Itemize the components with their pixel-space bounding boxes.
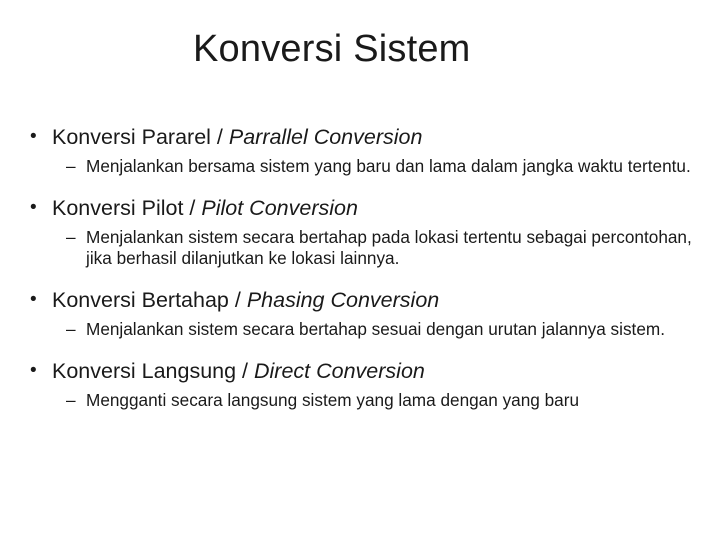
sub-bullet [30, 227, 716, 269]
slide-title: Konversi Sistem [193, 28, 471, 70]
list-item [30, 118, 710, 177]
dash-icon: – [66, 319, 76, 339]
list-item [30, 352, 710, 411]
sub-bullet [30, 156, 716, 177]
dash-icon: – [66, 156, 76, 176]
dash-icon: – [66, 390, 76, 410]
dash-icon: – [66, 227, 76, 247]
bullet-icon: • [30, 126, 37, 147]
bullet-heading [30, 281, 710, 319]
sub-bullet [30, 390, 716, 411]
list-item [30, 189, 710, 269]
bullet-icon: • [30, 289, 37, 310]
list-item [30, 281, 710, 340]
bullet-label-english: Phasing Conversion [246, 288, 440, 312]
bullet-icon: • [30, 360, 37, 381]
bullet-label: Konversi Pilot / [52, 196, 202, 220]
bullet-list [30, 118, 710, 423]
bullet-heading [30, 118, 710, 156]
bullet-label-english: Direct Conversion [254, 359, 425, 383]
sub-bullet [30, 319, 716, 340]
sub-bullet-text: Menjalankan bersama sistem yang baru dan lama dalam jangka waktu tertentu. [86, 156, 691, 176]
bullet-label: Konversi Bertahap / [52, 288, 247, 312]
sub-bullet-text: Menjalankan sistem secara bertahap sesuai dengan urutan jalannya sistem. [86, 319, 665, 339]
sub-bullet-text: Mengganti secara langsung sistem yang lama dengan yang baru [86, 390, 580, 410]
bullet-label: Konversi Pararel / [52, 125, 229, 149]
bullet-label: Konversi Langsung / [52, 359, 254, 383]
sub-bullet-text: Menjalankan sistem secara bertahap pada lokasi tertentu sebagai percontohan, jika berhasil dilanjutkan ke lokasi lainnya. [86, 227, 692, 268]
bullet-heading [30, 352, 710, 390]
bullet-heading [30, 189, 710, 227]
bullet-icon: • [30, 197, 37, 218]
bullet-label-english: Pilot Conversion [201, 196, 358, 220]
bullet-label-english: Parrallel Conversion [228, 125, 423, 149]
